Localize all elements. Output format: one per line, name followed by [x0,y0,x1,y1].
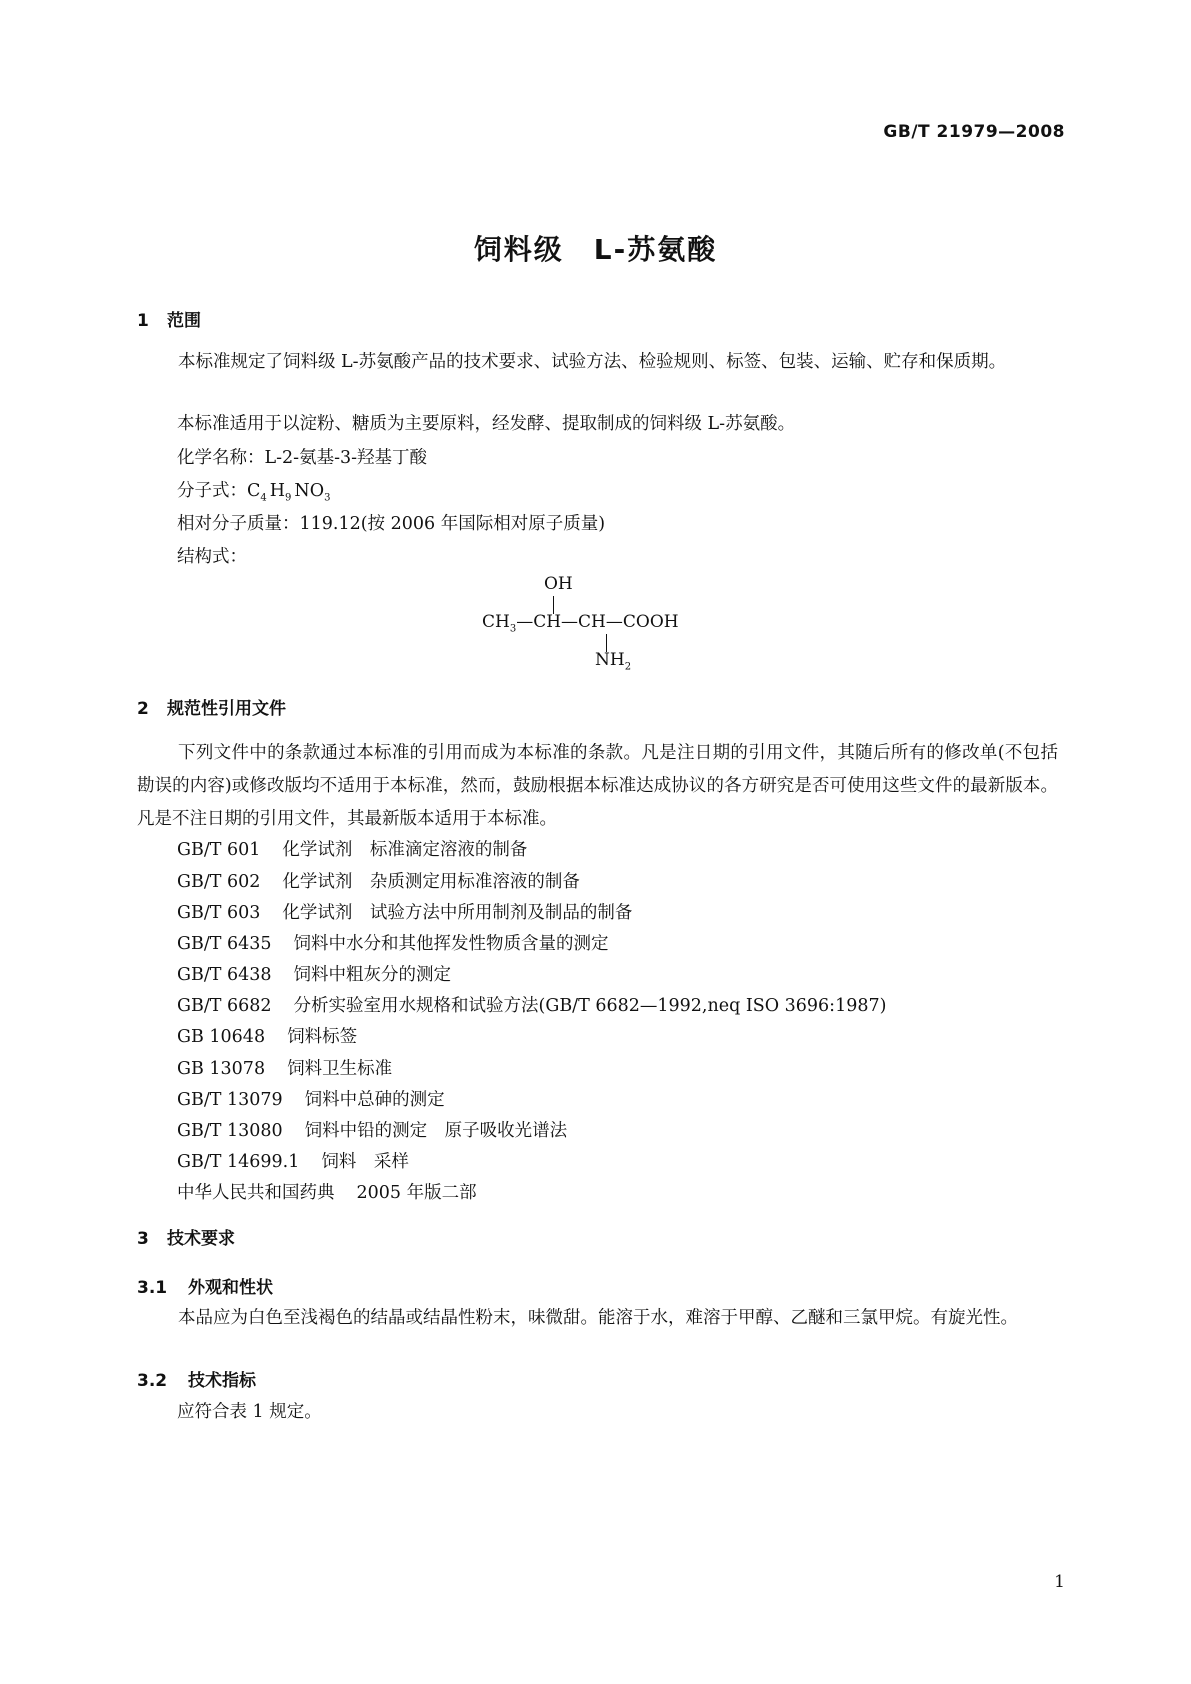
molecular-formula: 分子式：$C_4$ $H_9$ $NO_3$ [177,481,331,504]
section-title: 技术要求 [167,1229,235,1249]
main-chain: $CH_3—CH—CH—COOH$ [482,612,679,635]
section-2-heading [137,697,286,721]
reference-item: GB/T 14699.1 饲料 采样 [177,1152,409,1172]
reference-item: GB/T 601 化学试剂 标准滴定溶液的制备 [177,840,528,860]
hydroxyl-group: OH [544,574,573,594]
reference-item: GB/T 603 化学试剂 试验方法中所用制剂及制品的制备 [177,903,633,923]
section-3-heading [137,1227,235,1251]
subsection-number: 3.1 [137,1278,168,1298]
reference-item: 中华人民共和国药典 2005 年版二部 [177,1183,477,1203]
reference-item: GB/T 13080 饲料中铅的测定 原子吸收光谱法 [177,1121,568,1141]
subsection-title: 技术指标 [188,1371,256,1391]
reference-item: GB 10648 饲料标签 [177,1027,358,1047]
molecular-mass: 相对分子质量：119.12(按 2006 年国际相对原子质量) [177,514,606,534]
section-title: 规范性引用文件 [167,699,286,719]
structural-formula [482,570,742,680]
chemical-name: 化学名称：L-2-氨基-3-羟基丁酸 [177,448,428,468]
standard-code: GB/T 21979—2008 [883,122,1065,142]
section-number: 1 [137,311,149,331]
subsection-3-1-heading [137,1276,273,1300]
document-title: 饲料级 L-苏氨酸 [473,233,718,266]
section-number: 2 [137,699,149,719]
amino-group: $NH_2$ [595,650,632,673]
scope-paragraph-2: 本标准适用于以淀粉、糖质为主要原料，经发酵、提取制成的饲料级 L-苏氨酸。 [177,414,796,434]
references-intro: 下列文件中的条款通过本标准的引用而成为本标准的条款。凡是注日期的引用文件，其随后所有的修改单(不包括勘误的内容)或修改版均不适用于本标准，然而，鼓励根据本标准达成协议的各方研究是否可使用这些文件的最新版本。凡是不注日期的引用文件，其最新版本适用于本标准。 [137,743,1058,829]
subsection-title: 外观和性状 [188,1278,273,1298]
subsection-number: 3.2 [137,1371,168,1391]
reference-item: GB/T 6682 分析实验室用水规格和试验方法(GB/T 6682—1992,neq ISO 3696:1987) [177,996,887,1016]
section-title: 范围 [167,311,201,331]
structure-label: 结构式： [177,547,247,567]
page-number: 1 [1054,1572,1065,1592]
section-number: 3 [137,1229,149,1249]
reference-item: GB/T 13079 饲料中总砷的测定 [177,1090,445,1110]
reference-item: GB 13078 饲料卫生标准 [177,1059,393,1079]
reference-item: GB/T 6438 饲料中粗灰分的测定 [177,965,452,985]
subsection-3-2-heading [137,1369,256,1393]
appearance-paragraph: 本品应为白色至浅褐色的结晶或结晶性粉末，味微甜。能溶于水，难溶于甲醇、乙醚和三氯甲烷。有旋光性。 [178,1308,1018,1328]
section-1-heading [137,309,201,333]
scope-paragraph-1: 本标准规定了饲料级 L-苏氨酸产品的技术要求、试验方法、检验规则、标签、包装、运输、贮存和保质期。 [178,352,1007,372]
reference-item: GB/T 602 化学试剂 杂质测定用标准溶液的制备 [177,872,580,892]
reference-item: GB/T 6435 饲料中水分和其他挥发性物质含量的测定 [177,934,609,954]
specifications-text: 应符合表 1 规定。 [177,1402,322,1422]
